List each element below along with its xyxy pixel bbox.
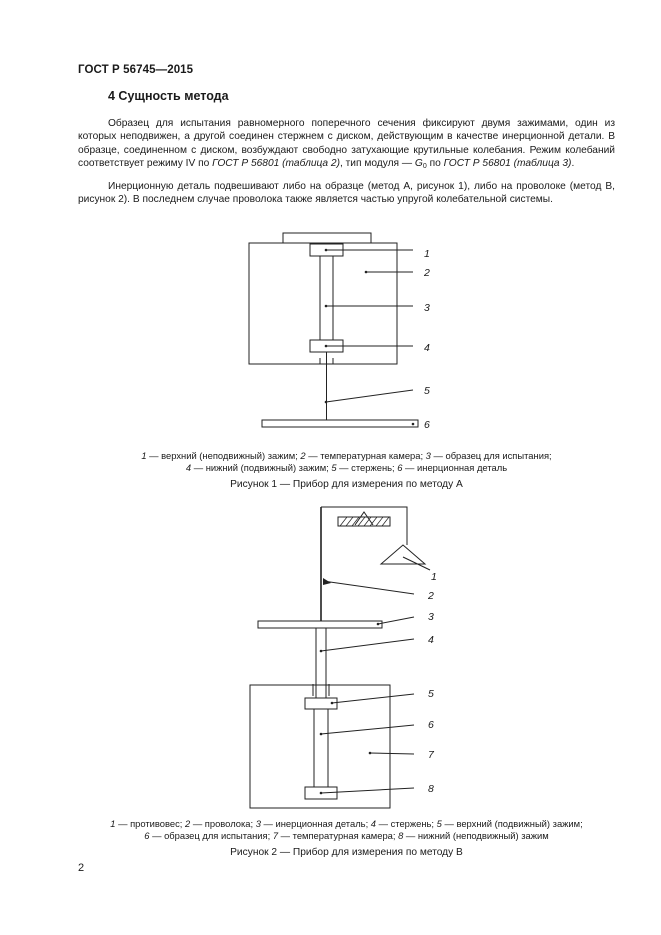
leader-line <box>332 694 414 703</box>
paragraph-text: . <box>571 158 575 170</box>
legend-num: 8 <box>398 829 404 841</box>
fig2-label-4: 4 <box>428 634 434 646</box>
legend-text: — нижний (подвижный) зажим; <box>191 461 332 473</box>
fig2-label-2: 2 <box>428 590 434 602</box>
fig2-label-1: 1 <box>431 571 437 583</box>
legend-text: — стержень; <box>336 461 398 473</box>
leader-dot <box>412 423 415 426</box>
paragraph-text: по <box>426 158 444 170</box>
page-number: 2 <box>78 862 85 874</box>
fig1-label-2: 2 <box>424 267 430 279</box>
leader-dot <box>377 623 380 626</box>
figure-2-legend <box>78 818 615 841</box>
leader-dot <box>325 305 328 308</box>
modulus-subscript: 0 <box>422 163 427 171</box>
legend-num: 4 <box>185 461 192 473</box>
legend-num: 1 <box>141 450 147 461</box>
legend-line <box>78 450 615 462</box>
leader-line <box>321 725 414 734</box>
legend-num: 6 <box>144 829 150 841</box>
leader-dot <box>325 401 328 404</box>
fig1-label-5: 5 <box>424 385 430 397</box>
document-header: ГОСТ Р 56745—2015 <box>78 64 194 76</box>
hatch <box>364 517 371 526</box>
legend-text: — образец для испытания; <box>430 450 552 461</box>
fig1-label-1: 1 <box>424 248 430 260</box>
legend-num: 4 <box>370 818 376 829</box>
legend-num: 3 <box>425 450 431 461</box>
figure-1-title: Рисунок 1 — Прибор для измерения по методу А <box>230 479 463 490</box>
leader-dot <box>320 733 323 736</box>
leader-line <box>323 581 414 594</box>
leader-line <box>321 639 414 651</box>
section-title: 4 Сущность метода <box>108 89 229 103</box>
fig2-label-5: 5 <box>428 688 434 700</box>
fig1-label-3: 3 <box>424 302 430 314</box>
fig2-label-8: 8 <box>428 783 434 795</box>
legend-line <box>78 462 615 474</box>
legend-text: — образец для испытания; <box>149 829 273 841</box>
legend-num: 2 <box>185 818 191 829</box>
legend-num: 6 <box>397 461 403 473</box>
inertia-disc <box>262 420 418 427</box>
standard-reference: ГОСТ Р 56801 (таблица 3) <box>443 158 572 170</box>
legend-text: — стержень; <box>376 818 437 829</box>
leader-line <box>326 390 413 402</box>
legend-num: 2 <box>300 450 306 461</box>
top-cap <box>283 233 371 243</box>
figure-2-title: Рисунок 2 — Прибор для измерения по методу В <box>230 847 463 858</box>
rod <box>316 628 326 698</box>
leader-dot <box>325 345 328 348</box>
counterweight <box>381 545 425 564</box>
leader-dot <box>320 792 323 795</box>
legend-text: — проволока; <box>190 818 256 829</box>
leader-line <box>378 617 414 624</box>
hatch <box>340 517 347 526</box>
legend-num: 1 <box>110 818 116 829</box>
fig2-label-6: 6 <box>428 719 434 731</box>
inertia-disc <box>258 621 382 628</box>
hatch <box>376 517 383 526</box>
leader-dot <box>320 650 323 653</box>
leader-dot <box>325 249 328 252</box>
legend-text: — температурная камера; <box>305 450 426 461</box>
legend-line <box>78 818 615 830</box>
specimen <box>314 709 328 787</box>
fig2-label-3: 3 <box>428 611 434 623</box>
figure-1-legend <box>78 450 615 473</box>
hatch <box>346 517 353 526</box>
leader-dot <box>331 702 334 705</box>
legend-num: 7 <box>272 829 279 841</box>
paragraph-methods: Инерционную деталь подвешивают либо на образце (метод А, рисунок 1), либо на проволоке (метод В, рисунок 2). В последнем случае проволока также является частью упругой колебательной системы. <box>78 181 615 206</box>
legend-text: — нижний (неподвижный) зажим <box>403 829 549 841</box>
paragraph-text: , тип модуля — <box>339 158 415 170</box>
standard-reference: ГОСТ Р 56801 (таблица 2) <box>212 158 340 170</box>
hatch <box>382 517 389 526</box>
legend-text: — противовес; <box>115 818 185 829</box>
legend-text: — верхний (подвижный) зажим; <box>441 818 583 829</box>
legend-line <box>78 830 615 842</box>
legend-text: — температурная камера; <box>278 829 399 841</box>
leader-dot <box>369 752 372 755</box>
fig1-label-4: 4 <box>424 342 430 354</box>
legend-text: — верхний (неподвижный) зажим; <box>146 450 301 461</box>
leader-dot <box>365 271 368 274</box>
legend-text: — инерционная деталь; <box>260 818 371 829</box>
legend-text: — инерционная деталь <box>402 461 508 473</box>
fig1-label-6: 6 <box>424 419 430 431</box>
legend-num: 5 <box>436 818 442 829</box>
specimen <box>320 256 333 340</box>
legend-num: 3 <box>255 818 261 829</box>
fig2-label-7: 7 <box>428 749 434 761</box>
legend-num: 5 <box>331 461 337 473</box>
modulus-symbol: G <box>414 158 423 170</box>
temperature-chamber <box>250 685 390 808</box>
paragraph-text: Образец для испытания равномерного поперечного сечения фиксируют двумя зажимами, один из которых неподвижен, а другой соединен стержнем с диском, действующим в качестве инерционной детали. В образце, соединенном с диском, возбуждают свободно затухающие крутильные колебания. Режим колебаний соответствует режиму IV по <box>78 118 615 170</box>
leader-line <box>321 788 414 793</box>
leader-line <box>370 753 414 754</box>
